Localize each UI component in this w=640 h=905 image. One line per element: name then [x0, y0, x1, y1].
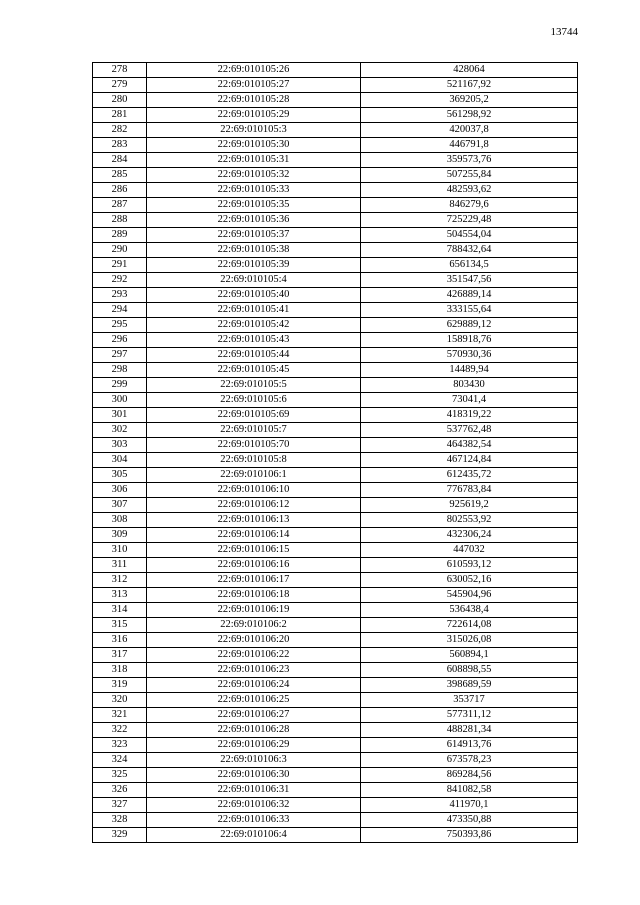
table-row — [93, 138, 578, 153]
value-cell: 570930,36 — [361, 348, 578, 363]
value-cell: 473350,88 — [361, 813, 578, 828]
row-number-cell: 301 — [93, 408, 147, 423]
row-number-cell: 313 — [93, 588, 147, 603]
row-number-cell: 281 — [93, 108, 147, 123]
row-number-cell: 328 — [93, 813, 147, 828]
cadastral-number-cell: 22:69:010105:7 — [147, 423, 361, 438]
cadastral-number-cell: 22:69:010106:10 — [147, 483, 361, 498]
cadastral-number-cell: 22:69:010105:44 — [147, 348, 361, 363]
row-number-cell: 315 — [93, 618, 147, 633]
table-row — [93, 288, 578, 303]
cadastral-number-cell: 22:69:010106:23 — [147, 663, 361, 678]
page-number: 13744 — [550, 26, 578, 38]
value-cell: 536438,4 — [361, 603, 578, 618]
cadastral-number-cell: 22:69:010105:39 — [147, 258, 361, 273]
row-number-cell: 286 — [93, 183, 147, 198]
row-number-cell: 293 — [93, 288, 147, 303]
value-cell: 722614,08 — [361, 618, 578, 633]
table-row — [93, 198, 578, 213]
value-cell: 353717 — [361, 693, 578, 708]
cadastral-number-cell: 22:69:010105:43 — [147, 333, 361, 348]
row-number-cell: 302 — [93, 423, 147, 438]
value-cell: 545904,96 — [361, 588, 578, 603]
cadastral-number-cell: 22:69:010106:33 — [147, 813, 361, 828]
table-row — [93, 558, 578, 573]
cadastral-number-cell: 22:69:010105:8 — [147, 453, 361, 468]
cadastral-number-cell: 22:69:010106:1 — [147, 468, 361, 483]
row-number-cell: 288 — [93, 213, 147, 228]
value-cell: 925619,2 — [361, 498, 578, 513]
row-number-cell: 279 — [93, 78, 147, 93]
row-number-cell: 316 — [93, 633, 147, 648]
cadastral-number-cell: 22:69:010106:15 — [147, 543, 361, 558]
row-number-cell: 278 — [93, 63, 147, 78]
row-number-cell: 317 — [93, 648, 147, 663]
table-row — [93, 813, 578, 828]
cadastral-number-cell: 22:69:010106:12 — [147, 498, 361, 513]
cadastral-number-cell: 22:69:010105:32 — [147, 168, 361, 183]
table-row — [93, 618, 578, 633]
cadastral-number-cell: 22:69:010105:35 — [147, 198, 361, 213]
row-number-cell: 327 — [93, 798, 147, 813]
value-cell: 776783,84 — [361, 483, 578, 498]
table-row — [93, 513, 578, 528]
row-number-cell: 280 — [93, 93, 147, 108]
row-number-cell: 305 — [93, 468, 147, 483]
value-cell: 561298,92 — [361, 108, 578, 123]
value-cell: 521167,92 — [361, 78, 578, 93]
value-cell: 504554,04 — [361, 228, 578, 243]
row-number-cell: 310 — [93, 543, 147, 558]
row-number-cell: 322 — [93, 723, 147, 738]
row-number-cell: 287 — [93, 198, 147, 213]
value-cell: 612435,72 — [361, 468, 578, 483]
cadastral-number-cell: 22:69:010105:28 — [147, 93, 361, 108]
table-row — [93, 408, 578, 423]
row-number-cell: 323 — [93, 738, 147, 753]
table-row — [93, 363, 578, 378]
table-row — [93, 168, 578, 183]
value-cell: 488281,34 — [361, 723, 578, 738]
cadastral-number-cell: 22:69:010105:26 — [147, 63, 361, 78]
row-number-cell: 318 — [93, 663, 147, 678]
value-cell: 464382,54 — [361, 438, 578, 453]
value-cell: 608898,55 — [361, 663, 578, 678]
row-number-cell: 297 — [93, 348, 147, 363]
cadastral-number-cell: 22:69:010105:45 — [147, 363, 361, 378]
row-number-cell: 314 — [93, 603, 147, 618]
cadastral-number-cell: 22:69:010105:29 — [147, 108, 361, 123]
cadastral-number-cell: 22:69:010105:5 — [147, 378, 361, 393]
cadastral-number-cell: 22:69:010105:36 — [147, 213, 361, 228]
table-row — [93, 498, 578, 513]
cadastral-number-cell: 22:69:010105:33 — [147, 183, 361, 198]
table-row — [93, 753, 578, 768]
row-number-cell: 294 — [93, 303, 147, 318]
registry-table-body — [93, 63, 578, 843]
value-cell: 447032 — [361, 543, 578, 558]
cadastral-number-cell: 22:69:010106:22 — [147, 648, 361, 663]
value-cell: 73041,4 — [361, 393, 578, 408]
table-row — [93, 333, 578, 348]
value-cell: 467124,84 — [361, 453, 578, 468]
value-cell: 610593,12 — [361, 558, 578, 573]
cadastral-number-cell: 22:69:010105:27 — [147, 78, 361, 93]
table-row — [93, 588, 578, 603]
cadastral-number-cell: 22:69:010105:69 — [147, 408, 361, 423]
table-row — [93, 723, 578, 738]
table-row — [93, 303, 578, 318]
cadastral-number-cell: 22:69:010106:28 — [147, 723, 361, 738]
value-cell: 333155,64 — [361, 303, 578, 318]
value-cell: 369205,2 — [361, 93, 578, 108]
cadastral-number-cell: 22:69:010106:31 — [147, 783, 361, 798]
value-cell: 446791,8 — [361, 138, 578, 153]
row-number-cell: 307 — [93, 498, 147, 513]
table-row — [93, 228, 578, 243]
row-number-cell: 320 — [93, 693, 147, 708]
table-row — [93, 123, 578, 138]
value-cell: 426889,14 — [361, 288, 578, 303]
cadastral-number-cell: 22:69:010105:37 — [147, 228, 361, 243]
row-number-cell: 285 — [93, 168, 147, 183]
table-row — [93, 423, 578, 438]
value-cell: 560894,1 — [361, 648, 578, 663]
value-cell: 841082,58 — [361, 783, 578, 798]
row-number-cell: 300 — [93, 393, 147, 408]
registry-table — [92, 62, 578, 843]
cadastral-number-cell: 22:69:010105:42 — [147, 318, 361, 333]
table-row — [93, 798, 578, 813]
value-cell: 411970,1 — [361, 798, 578, 813]
row-number-cell: 292 — [93, 273, 147, 288]
value-cell: 537762,48 — [361, 423, 578, 438]
cadastral-number-cell: 22:69:010105:38 — [147, 243, 361, 258]
row-number-cell: 298 — [93, 363, 147, 378]
value-cell: 507255,84 — [361, 168, 578, 183]
row-number-cell: 295 — [93, 318, 147, 333]
value-cell: 428064 — [361, 63, 578, 78]
cadastral-number-cell: 22:69:010106:32 — [147, 798, 361, 813]
table-row — [93, 738, 578, 753]
cadastral-number-cell: 22:69:010105:31 — [147, 153, 361, 168]
cadastral-number-cell: 22:69:010106:27 — [147, 708, 361, 723]
cadastral-number-cell: 22:69:010106:25 — [147, 693, 361, 708]
row-number-cell: 319 — [93, 678, 147, 693]
table-row — [93, 213, 578, 228]
value-cell: 629889,12 — [361, 318, 578, 333]
row-number-cell: 325 — [93, 768, 147, 783]
row-number-cell: 290 — [93, 243, 147, 258]
table-row — [93, 93, 578, 108]
row-number-cell: 282 — [93, 123, 147, 138]
table-row — [93, 378, 578, 393]
row-number-cell: 283 — [93, 138, 147, 153]
table-row — [93, 528, 578, 543]
cadastral-number-cell: 22:69:010106:16 — [147, 558, 361, 573]
table-row — [93, 678, 578, 693]
cadastral-number-cell: 22:69:010105:6 — [147, 393, 361, 408]
value-cell: 673578,23 — [361, 753, 578, 768]
cadastral-number-cell: 22:69:010106:3 — [147, 753, 361, 768]
row-number-cell: 321 — [93, 708, 147, 723]
value-cell: 630052,16 — [361, 573, 578, 588]
value-cell: 14489,94 — [361, 363, 578, 378]
row-number-cell: 324 — [93, 753, 147, 768]
table-row — [93, 483, 578, 498]
cadastral-number-cell: 22:69:010106:4 — [147, 828, 361, 843]
row-number-cell: 304 — [93, 453, 147, 468]
table-row — [93, 693, 578, 708]
table-row — [93, 258, 578, 273]
value-cell: 656134,5 — [361, 258, 578, 273]
table-row — [93, 348, 578, 363]
table-row — [93, 63, 578, 78]
value-cell: 158918,76 — [361, 333, 578, 348]
cadastral-number-cell: 22:69:010106:24 — [147, 678, 361, 693]
row-number-cell: 291 — [93, 258, 147, 273]
table-row — [93, 543, 578, 558]
cadastral-number-cell: 22:69:010106:17 — [147, 573, 361, 588]
table-row — [93, 243, 578, 258]
value-cell: 398689,59 — [361, 678, 578, 693]
cadastral-number-cell: 22:69:010105:40 — [147, 288, 361, 303]
value-cell: 802553,92 — [361, 513, 578, 528]
value-cell: 432306,24 — [361, 528, 578, 543]
table-row — [93, 708, 578, 723]
table-row — [93, 453, 578, 468]
table-row — [93, 273, 578, 288]
cadastral-number-cell: 22:69:010105:41 — [147, 303, 361, 318]
value-cell: 577311,12 — [361, 708, 578, 723]
value-cell: 869284,56 — [361, 768, 578, 783]
table-row — [93, 828, 578, 843]
value-cell: 315026,08 — [361, 633, 578, 648]
value-cell: 614913,76 — [361, 738, 578, 753]
table-row — [93, 783, 578, 798]
value-cell: 420037,8 — [361, 123, 578, 138]
table-row — [93, 603, 578, 618]
row-number-cell: 289 — [93, 228, 147, 243]
row-number-cell: 326 — [93, 783, 147, 798]
cadastral-number-cell: 22:69:010106:13 — [147, 513, 361, 528]
table-row — [93, 183, 578, 198]
table-row — [93, 663, 578, 678]
row-number-cell: 303 — [93, 438, 147, 453]
cadastral-number-cell: 22:69:010106:2 — [147, 618, 361, 633]
table-row — [93, 153, 578, 168]
value-cell: 482593,62 — [361, 183, 578, 198]
value-cell: 750393,86 — [361, 828, 578, 843]
cadastral-number-cell: 22:69:010105:70 — [147, 438, 361, 453]
row-number-cell: 329 — [93, 828, 147, 843]
cadastral-number-cell: 22:69:010105:30 — [147, 138, 361, 153]
table-row — [93, 318, 578, 333]
table-row — [93, 648, 578, 663]
row-number-cell: 306 — [93, 483, 147, 498]
table-row — [93, 573, 578, 588]
row-number-cell: 296 — [93, 333, 147, 348]
cadastral-number-cell: 22:69:010106:29 — [147, 738, 361, 753]
value-cell: 803430 — [361, 378, 578, 393]
cadastral-number-cell: 22:69:010106:14 — [147, 528, 361, 543]
value-cell: 788432,64 — [361, 243, 578, 258]
value-cell: 846279,6 — [361, 198, 578, 213]
cadastral-number-cell: 22:69:010106:30 — [147, 768, 361, 783]
table-row — [93, 78, 578, 93]
row-number-cell: 308 — [93, 513, 147, 528]
table-row — [93, 393, 578, 408]
value-cell: 725229,48 — [361, 213, 578, 228]
cadastral-number-cell: 22:69:010105:3 — [147, 123, 361, 138]
table-row — [93, 108, 578, 123]
cadastral-number-cell: 22:69:010105:4 — [147, 273, 361, 288]
value-cell: 418319,22 — [361, 408, 578, 423]
table-row — [93, 468, 578, 483]
cadastral-number-cell: 22:69:010106:19 — [147, 603, 361, 618]
cadastral-number-cell: 22:69:010106:18 — [147, 588, 361, 603]
table-row — [93, 438, 578, 453]
row-number-cell: 312 — [93, 573, 147, 588]
row-number-cell: 284 — [93, 153, 147, 168]
cadastral-number-cell: 22:69:010106:20 — [147, 633, 361, 648]
table-row — [93, 633, 578, 648]
row-number-cell: 309 — [93, 528, 147, 543]
value-cell: 351547,56 — [361, 273, 578, 288]
row-number-cell: 311 — [93, 558, 147, 573]
value-cell: 359573,76 — [361, 153, 578, 168]
table-row — [93, 768, 578, 783]
row-number-cell: 299 — [93, 378, 147, 393]
